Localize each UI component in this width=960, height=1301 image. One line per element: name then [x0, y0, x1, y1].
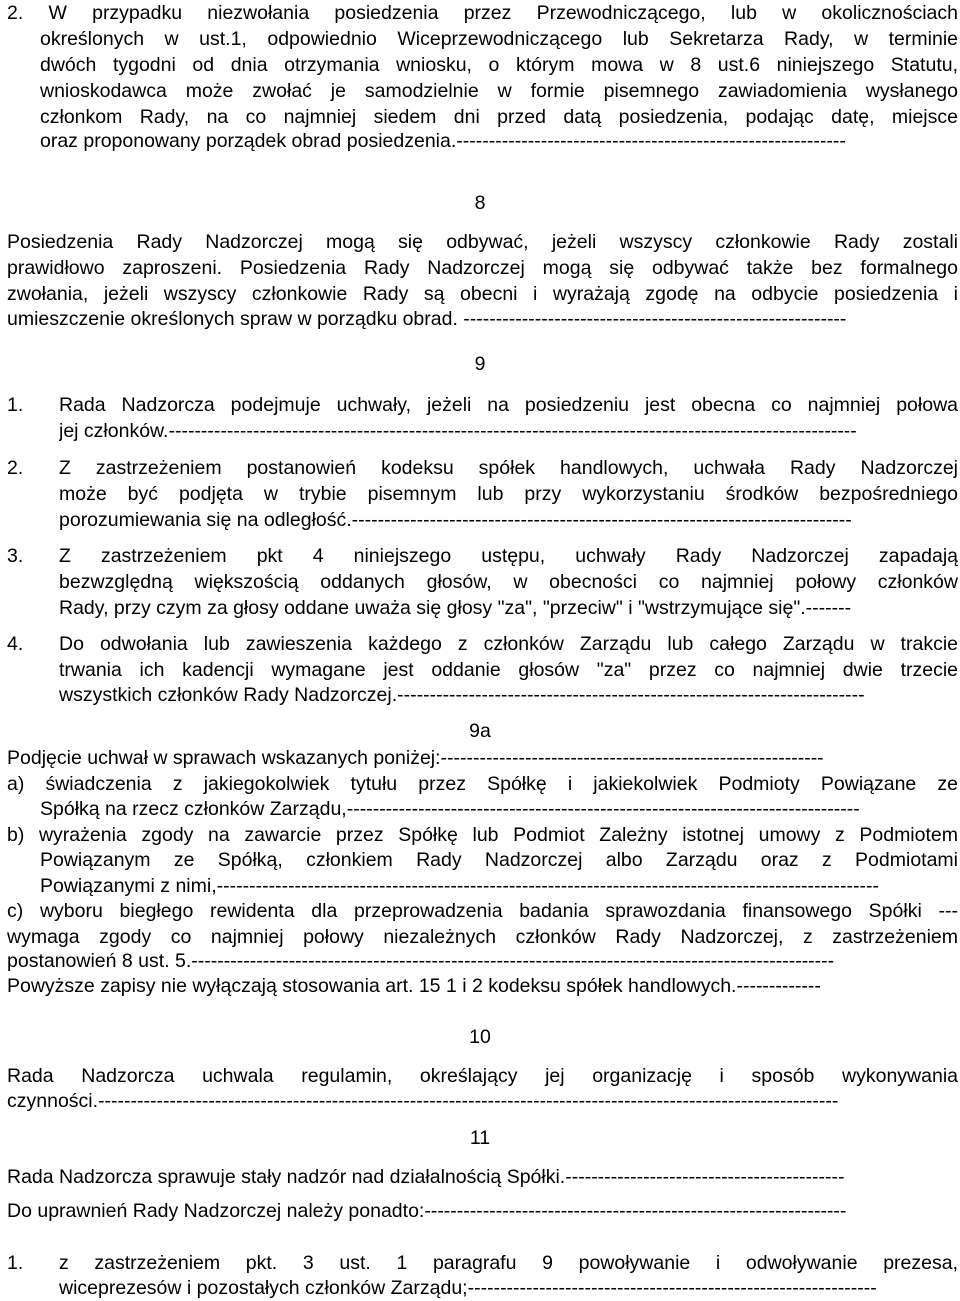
- section-9a-intro: Podjęcie uchwał w sprawach wskazanych poniżej:-----------------------------------------------------------: [7, 747, 824, 769]
- section-11-item-1-line-1: z zastrzeżeniem pkt. 3 ust. 1 paragrafu 9 powoływanie i odwoływanie prezesa,: [59, 1252, 958, 1274]
- section-9a-item-a-line-2: Spółką na rzecz członków Zarządu,-------------------------------------------------------------------------------: [40, 798, 860, 820]
- section-9-item-1-num: 1.: [7, 394, 24, 416]
- section-9a-number: 9a: [469, 720, 491, 742]
- section-10-line-1: Rada Nadzorcza uchwala regulamin, określający jej organizację i sposób wykonywania: [7, 1065, 958, 1087]
- section-9-item-4-line-2: trwania ich kadencji wymagane jest oddanie głosów "za" przez co najmniej dwie trzecie: [59, 659, 958, 681]
- section-9a-item-b-line-1: b) wyrażenia zgody na zawarcie przez Spółkę lub Podmiot Zależny istotnej umowy z Podmiotem: [7, 824, 958, 846]
- section-9a-item-b-line-2: Powiązanym ze Spółką, członkiem Rady Nadzorczej albo Zarządu oraz z Podmiotami: [40, 849, 958, 871]
- section-9-item-2-line-1: Z zastrzeżeniem postanowień kodeksu spółek handlowych, uchwała Rady Nadzorczej: [59, 457, 958, 479]
- section-10-number: 10: [469, 1026, 491, 1048]
- section-9-item-3-line-1: Z zastrzeżeniem pkt 4 niniejszego ustępu, uchwały Rady Nadzorczej zapadają: [59, 545, 958, 567]
- section-11-line-2: Do uprawnień Rady Nadzorczej należy ponadto:-----------------------------------------------------------------: [7, 1200, 847, 1222]
- section-11-number: 11: [469, 1127, 491, 1149]
- section-9a-item-c-line-3: postanowień 8 ust. 5.---------------------------------------------------------------------------------------------------: [7, 950, 835, 972]
- section-9a-item-c-line-1: c) wyboru biegłego rewidenta dla przeprowadzenia badania sprawozdania finansowego Spółki ---: [7, 900, 958, 922]
- section-9-item-3-line-3: Rady, przy czym za głosy oddane uważa się głosy "za", "przeciw" i "wstrzymujące się".-------: [59, 597, 852, 619]
- section-11-item-1-line-2: wiceprezesów i pozostałych członków Zarządu;---------------------------------------------------------------: [59, 1277, 877, 1299]
- section-9a-item-a-line-1: a) świadczenia z jakiegokolwiek tytułu przez Spółkę i jakiekolwiek Podmioty Powiązane ze: [7, 773, 958, 795]
- section-11-line-1: Rada Nadzorcza sprawuje stały nadzór nad działalnością Spółki.-------------------------------------------: [7, 1166, 845, 1188]
- para2-line-6: oraz proponowany porządek obrad posiedzenia.------------------------------------------------------------: [40, 130, 846, 152]
- section-9-item-2-line-2: może być podjęta w trybie pisemnym lub przy wykorzystaniu środków bezpośredniego: [59, 483, 958, 505]
- section-9-item-3-line-2: bezwzględną większością oddanych głosów, w obecności co najmniej połowy członków: [59, 571, 958, 593]
- section-9a-closing: Powyższe zapisy nie wyłączają stosowania art. 15 1 i 2 kodeksu spółek handlowych.-------------: [7, 975, 821, 997]
- section-9a-item-b-line-3: Powiązanymi z nimi,------------------------------------------------------------------------------------------------------: [40, 875, 879, 897]
- para2-line-5: członkom Rady, na co najmniej siedem dni przed datą posiedzenia, podając datę, miejsce: [40, 106, 958, 128]
- section-9-item-2-line-3: porozumiewania się na odległość.-----------------------------------------------------------------------------: [59, 509, 852, 531]
- section-9-item-4-line-1: Do odwołania lub zawieszenia każdego z członków Zarządu lub całego Zarządu w trakcie: [59, 633, 958, 655]
- section-8-line-3: zwołania, jeżeli wszyscy członkowie Rady są obecni i wyrażają zgodę na odbycie posiedzenia i: [7, 283, 958, 305]
- section-10-line-2: czynności.------------------------------------------------------------------------------------------------------------------: [7, 1090, 839, 1112]
- section-9-number: 9: [474, 353, 486, 375]
- section-9a-item-c-line-2: wymaga zgody co najmniej połowy niezależnych członków Rady Nadzorczej, z zastrzeżeniem: [7, 926, 958, 948]
- section-9-item-1-line-2: jej członków.----------------------------------------------------------------------------------------------------------: [59, 420, 857, 442]
- section-9-item-1-line-1: Rada Nadzorcza podejmuje uchwały, jeżeli na posiedzeniu jest obecna co najmniej połowa: [59, 394, 958, 416]
- para2-line-2: określonych w ust.1, odpowiednio Wiceprzewodniczącego lub Sekretarza Rady, w terminie: [40, 28, 958, 50]
- para2-line-3: dwóch tygodni od dnia otrzymania wniosku, o którym mowa w 8 ust.6 niniejszego Statutu,: [40, 54, 958, 76]
- section-8-number: 8: [474, 192, 486, 214]
- section-8-line-1: Posiedzenia Rady Nadzorczej mogą się odbywać, jeżeli wszyscy członkowie Rady zostali: [7, 231, 958, 253]
- section-8-line-2: prawidłowo zaproszeni. Posiedzenia Rady Nadzorczej mogą się odbywać także bez formalnego: [7, 257, 958, 279]
- section-11-item-1-num: 1.: [7, 1252, 24, 1274]
- para2-line-4: wnioskodawca może zwołać je samodzielnie w formie pisemnego zawiadomienia wysłanego: [40, 80, 958, 102]
- section-9-item-2-num: 2.: [7, 457, 24, 479]
- para2-line-1: 2. W przypadku niezwołania posiedzenia przez Przewodniczącego, lub w okolicznościach: [7, 2, 958, 24]
- section-9-item-3-num: 3.: [7, 545, 24, 567]
- section-8-line-4: umieszczenie określonych spraw w porządku obrad. -----------------------------------------------------------: [7, 308, 847, 330]
- section-9-item-4-num: 4.: [7, 633, 24, 655]
- section-9-item-4-line-3: wszystkich członków Rady Nadzorczej.------------------------------------------------------------------------: [59, 684, 865, 706]
